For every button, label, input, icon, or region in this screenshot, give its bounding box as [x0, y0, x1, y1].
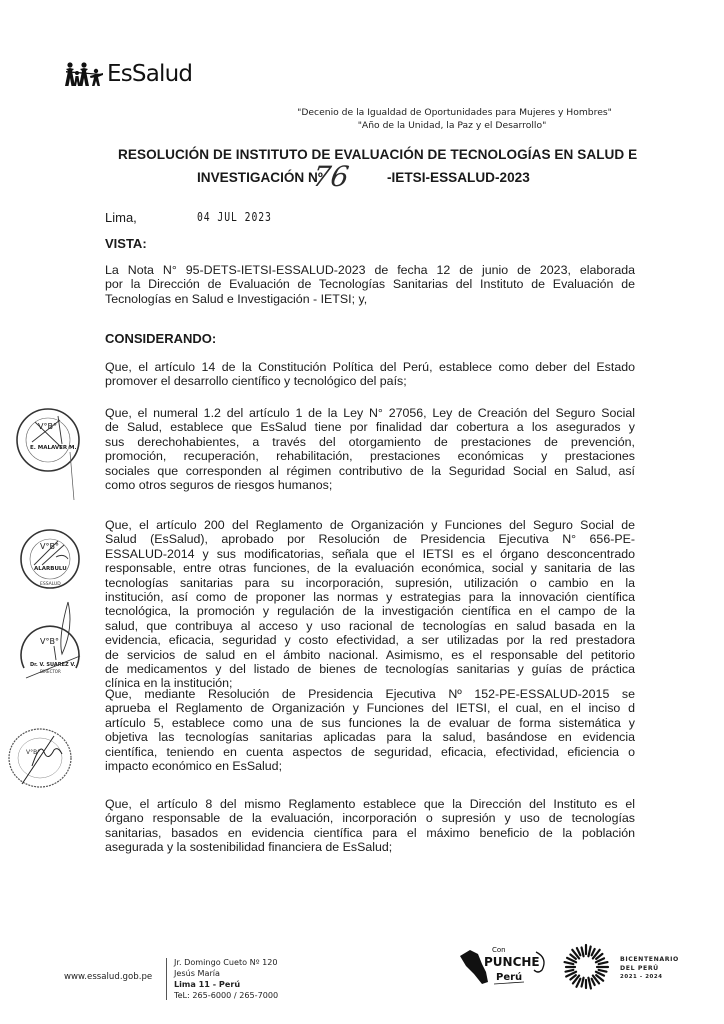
sun-ray: [582, 948, 584, 957]
sun-ray: [582, 978, 584, 987]
sun-ray: [588, 978, 590, 989]
campaign-text: Con: [492, 946, 506, 954]
essalud-logo: [62, 58, 192, 86]
text-line: responsable, entre otras funciones, de la evaluación económica, social y sanitaria de las: [105, 561, 635, 576]
text-line: Que, el artículo 14 de la Constitución Política del Perú, establece como deber del Estado: [105, 360, 635, 374]
sun-ray: [566, 970, 574, 972]
approval-stamp-3: [14, 598, 94, 690]
sun-ray: [565, 962, 574, 964]
text-line: científica, teniendo en cuenta aspectos de seguridad, eficacia, efectividad, eficiencia o: [105, 744, 635, 759]
considerando-paragraph-1: [105, 360, 635, 389]
stamp-vb-text: V°B°: [40, 542, 59, 551]
campaign-text: Perú: [496, 972, 523, 983]
text-line: Tecnologías en Salud e Investigación - IETSI; y,: [105, 291, 368, 306]
footer-address: [174, 957, 278, 1001]
date-stamp: 04 JUL 2023: [197, 209, 272, 224]
sun-ray: [588, 947, 590, 957]
text-line: de Salud, establece que EsSalud tiene por finalidad dar cobertura a los asegurados y: [105, 420, 635, 435]
text-line: Que, el numeral 1.2 del artículo 1 de la Ley N° 27056, Ley de Creación del Seguro Social: [105, 406, 635, 420]
approval-stamp-2: [12, 523, 92, 598]
stamp-name-text: E. MALAVER M.: [30, 445, 77, 451]
stamp-ring-text: ESSALUD: [40, 582, 61, 587]
sun-ray: [570, 955, 575, 959]
address-line: Jr. Domingo Cueto Nº 120: [174, 957, 278, 967]
vista-heading: VISTA:: [105, 236, 147, 251]
text-line: objetiva las tecnologías sanitarias aplicadas para la salud, basándose en evidencia: [105, 730, 635, 745]
text-line: Que, mediante Resolución de Presidencia Ejecutiva Nº 152-PE-ESSALUD-2015 se: [105, 687, 635, 701]
resolution-title-line1: RESOLUCIÓN DE INSTITUTO DE EVALUACIÓN DE TECNOLOGÍAS EN SALUD E: [118, 147, 638, 162]
address-line: Jesús María: [174, 968, 220, 978]
text-line: sus derechohabientes, a través del otorgamiento de prestaciones de prevención,: [105, 434, 635, 449]
text-line: tecnologías sanitarias para su incorporación, supresión, utilización o cambio en la: [105, 575, 635, 590]
stamp-name-text: Dr. V. SUAREZ V.: [30, 662, 76, 668]
address-line: Lima 11 - Perú: [174, 979, 241, 989]
text-line: como otros seguros de riesgos humanos;: [105, 478, 333, 493]
text-line: impacto económico en EsSalud;: [105, 759, 283, 774]
campaign-text: PUNCHE: [484, 955, 540, 969]
text-line: salud, que contribuya al acceso y uso racional de tecnologías en salud basada en la: [105, 618, 635, 633]
footer-website-link[interactable]: www.essalud.gob.pe: [64, 972, 153, 982]
text-line: sociales que corresponden al régimen contributivo de la Seguridad Social en Salud, así: [105, 463, 635, 478]
bicentenario-line: BICENTENARIO: [620, 956, 679, 963]
text-line: institución, así como de proponer las normas y estrategias para la innovación científica: [105, 590, 635, 605]
text-line: evidencia, eficacia, seguridad y costo efectividad, a ser utilizadas por la red prestadora: [105, 633, 635, 648]
text-line: promover el desarrollo científico y tecnológico del país;: [105, 374, 407, 389]
text-line: Que, el artículo 8 del mismo Reglamento establece que la Dirección del Instituto es el: [105, 797, 635, 811]
resolution-number-handwritten: 76: [310, 160, 351, 193]
text-line: promoción, recuperación, rehabilitación, prestaciones económicas y prestaciones: [105, 449, 635, 464]
considerando-paragraph-4: [105, 687, 635, 773]
text-line: de medicamentos y del listado de bienes de tecnologías sanitarias y guías de práctica: [105, 662, 635, 677]
text-line: aprueba el Reglamento de Organización y Funciones del IETSI, el cual, en el inciso d: [105, 701, 635, 716]
considerando-paragraph-5: [105, 797, 635, 855]
text-line: de servicios de salud en el ámbito nacional. Asimismo, es el responsable del petitorio: [105, 647, 635, 662]
family-figures-icon: [62, 62, 106, 86]
stamp-name-text: ALARBULU: [34, 566, 67, 572]
approval-stamp-4: [4, 722, 80, 792]
sun-ray: [599, 962, 608, 964]
text-line: artículo 5, establece como una de sus funciones la de evaluar de forma sistemática y: [105, 715, 635, 730]
bicentenario-years: 2021 - 2024: [620, 974, 663, 980]
address-line: TeL: 265-6000 / 265-7000: [174, 990, 279, 1000]
sun-ray: [592, 979, 595, 985]
place-label: Lima,: [105, 210, 137, 225]
stamp-vb-text: V°B°: [38, 422, 57, 431]
bicentenario-line: DEL PERÚ: [620, 965, 659, 972]
stamp-vb-text: V°B°: [40, 637, 59, 646]
motto-decenio: "Decenio de la Igualdad de Oportunidades para Mujeres y Hombres": [297, 107, 612, 118]
con-punche-peru-logo: [458, 942, 548, 988]
sun-ray: [599, 970, 607, 972]
footer-divider: [166, 958, 167, 1000]
text-line: ESSALUD-2014 y sus modificatorias, señala que el IETSI es el órgano desconcentrado: [105, 546, 635, 561]
approval-stamp-1: [10, 402, 90, 502]
text-line: clínica en la institución;: [105, 676, 233, 691]
resolution-title-prefix: INVESTIGACIÓN Nº: [197, 170, 323, 185]
considerando-paragraph-2: [105, 406, 635, 492]
bicentenario-text: [620, 955, 679, 982]
logo-text: EsSalud: [107, 61, 193, 87]
text-line: Salud (EsSalud), aprobado por Resolución de Presidencia Ejecutiva N° 656-PE-: [105, 532, 635, 547]
considerando-heading: CONSIDERANDO:: [105, 331, 217, 346]
motto-anio: "Año de la Unidad, la Paz y el Desarrollo": [357, 120, 547, 131]
sun-ray: [570, 975, 575, 979]
text-line: asegurada y la sostenibilidad financiera de EsSalud;: [105, 840, 393, 855]
stamp-role-text: DIRECTOR: [40, 669, 61, 674]
text-line: órgano responsable de la evaluación, incorporación o supresión y uso de tecnologías: [105, 811, 635, 826]
text-line: Que, el artículo 200 del Reglamento de Organización y Funciones del Seguro Social de: [105, 518, 635, 532]
text-line: por la Dirección de Evaluación de Tecnologías Sanitarias del Instituto de Evaluación de: [105, 277, 635, 292]
stamp-vb-text: V°B°: [26, 749, 41, 756]
text-line: sanitarias, basados en evidencia científica para el máximo beneficio de la población: [105, 825, 635, 840]
bicentenario-sun-icon: [562, 943, 610, 991]
text-line: La Nota N° 95-DETS-IETSI-ESSALUD-2023 de fecha 12 de junio de 2023, elaborada: [105, 263, 635, 277]
sun-ray: [592, 949, 595, 955]
vista-paragraph: [105, 263, 635, 306]
text-line: tecnológica, la promoción y regulación de la investigación científica en el campo de la: [105, 604, 635, 619]
sun-ray: [577, 948, 580, 955]
resolution-title-suffix: -IETSI-ESSALUD-2023: [387, 170, 530, 185]
considerando-paragraph-3: [105, 518, 635, 691]
